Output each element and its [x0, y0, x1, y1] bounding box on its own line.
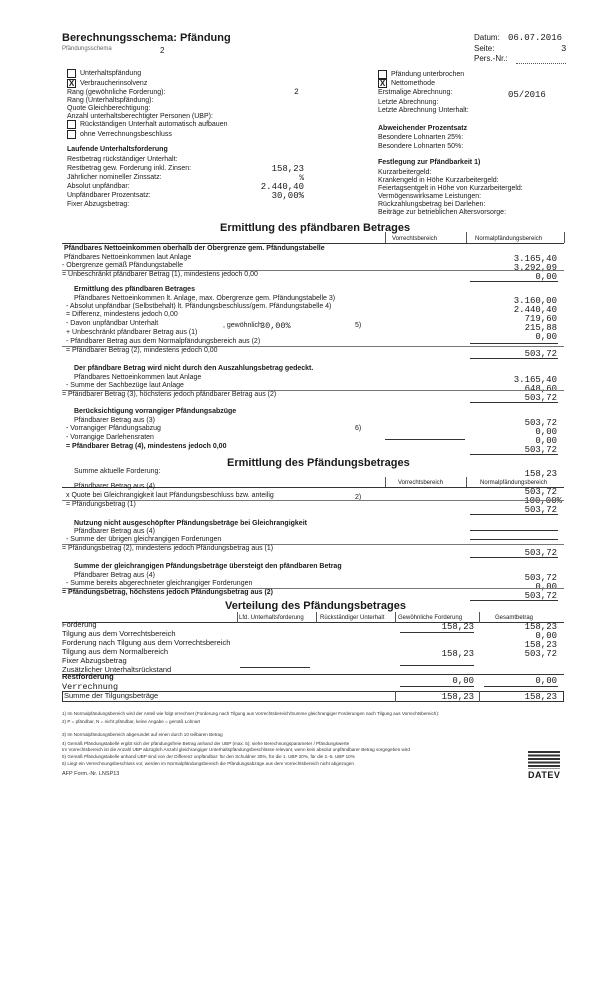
col-divider: [237, 612, 238, 623]
verteilung-col3: Gewöhnliche Forderung: [398, 615, 463, 621]
p1-row-value: 503,72: [524, 487, 557, 497]
persnr-line: [516, 63, 566, 64]
col-vorrecht-label: Vorrechtsbereich: [392, 236, 438, 242]
summe-forderung-value: 158,23: [524, 469, 557, 479]
row-rule: [385, 439, 465, 440]
verteilung-row-label: Tilgung aus dem Normalbereich: [62, 647, 169, 656]
col-divider: [395, 612, 396, 623]
seite-label: Seite:: [474, 44, 495, 53]
table-rule: [62, 243, 564, 244]
label-unterbrochen: Pfändung unterbrochen: [391, 71, 465, 78]
festlegung-item: Vermögenswirksame Leistungen:: [378, 193, 482, 200]
label-nettomethode: Nettomethode: [391, 80, 435, 87]
p2-title: Nutzung nicht ausgeschöpfter Pfändungsbeträge bei Gleichrangigkeit: [74, 520, 307, 527]
verteilung-col1: Lfd. Unterhaltsforderung: [239, 615, 304, 621]
datum-value: 06.07.2016: [508, 33, 563, 43]
s4-row-footnote: 6): [355, 425, 362, 432]
row-rule: [400, 632, 474, 633]
p3-title: Summe der gleichrangigen Pfändungsbeträge übersteigt den pfändbaren Betrag: [74, 563, 342, 570]
abweichender-l1: Besondere Lohnarten 25%:: [378, 134, 464, 141]
rest-gew-label: Restbetrag gew. Forderung inkl. Zinsen:: [67, 165, 192, 172]
s2-row: - Davon unpfändbar Unterhalt: [66, 320, 159, 327]
absolut-label: Absolut unpfändbar:: [67, 183, 130, 190]
s2-row-value: 3.160,00: [513, 296, 557, 306]
festlegung-item: Beiträge zur betrieblichen Altersvorsorge:: [378, 209, 507, 216]
verteilung-row-c3: 158,23: [441, 622, 474, 632]
row-rule: [470, 343, 558, 344]
checkbox-nettomethode[interactable]: X: [379, 79, 386, 88]
quote-label: Quote Gleichberechtigung:: [67, 105, 151, 112]
footnote: 2) P = pfändbar, N = nicht pfändbar, keine Angabe = gemäß Lohnart: [62, 719, 201, 724]
p1-row-footnote: 2): [355, 494, 362, 501]
col-divider: [479, 691, 480, 702]
restforderung-label: Restforderung: [62, 672, 114, 681]
verteilung-row-c4: 0,00: [535, 631, 557, 641]
s1-row: = Unbeschränkt pfändbarer Betrag (1), mindestens jedoch 0,00: [62, 271, 258, 278]
table-rule: [62, 622, 564, 623]
s1-row-value: 3.165,40: [513, 254, 557, 264]
row-rule: [400, 665, 474, 666]
absolut-value: 2.440,40: [260, 182, 304, 192]
s2-row-value: 719,60: [524, 314, 557, 324]
zinssatz-label: Jährlicher nomineller Zinssatz:: [67, 174, 162, 181]
rang-gewoehnlich-label: Rang (gewöhnliche Forderung):: [67, 89, 166, 96]
abweichender-l2: Besondere Lohnarten 50%:: [378, 143, 464, 150]
s1-title: Pfändbares Nettoeinkommen oberhalb der Obergrenze gem. Pfändungstabelle: [64, 245, 325, 252]
checkbox-insolvenz[interactable]: X: [68, 79, 75, 88]
s4-row-value: 0,00: [535, 436, 557, 446]
datev-logo-bars: [528, 751, 560, 769]
festlegung-heading: Festlegung zur Pfändbarkeit 1): [378, 159, 481, 166]
summe-forderung-label: Summe aktuelle Forderung:: [74, 468, 161, 475]
s1-row: - Obergrenze gemäß Pfändungstabelle: [62, 262, 184, 269]
form-number: AFP Form.-Nr. LNSP13: [62, 771, 120, 777]
verteilung-title: Verteilung des Pfändungsbetrages: [225, 600, 406, 612]
row-rule: [470, 281, 558, 282]
footnote: 6) Liegt ein Verrechnungsbeschluss vor, werden im Normalpfändungsbereich die Pfändungsabzüge aus dem Vorrechtsbereich nicht abgezogen: [62, 761, 354, 766]
datum-label: Datum:: [474, 33, 500, 42]
laufende-heading: Laufende Unterhaltsforderung: [67, 146, 168, 153]
s2-row-pct: 30,00%: [260, 321, 291, 331]
checkbox-unterhalt[interactable]: [67, 69, 76, 78]
p1-row-value: 100,00%: [524, 496, 562, 506]
checkbox-unterbrochen[interactable]: [378, 70, 387, 79]
p2-row-value: 503,72: [524, 548, 557, 558]
label-rueckstaendig: Rückständigen Unterhalt automatisch aufbauen: [80, 121, 228, 128]
label-unterhalt: Unterhaltspfändung: [80, 70, 142, 77]
row-rule: [400, 686, 474, 687]
col-normal-label: Normalpfändungsbereich: [480, 480, 548, 486]
prozent-value: 30,00%: [271, 191, 304, 201]
s2-row: Pfändbares Nettoeinkommen lt. Anlage, max. Obergrenze gem. Pfändungstabelle 3): [74, 295, 336, 302]
s2-row-value: 503,72: [524, 349, 557, 359]
fixer-label: Fixer Abzugsbetrag:: [67, 201, 130, 208]
s2-row: = Differenz, mindestens jedoch 0,00: [66, 311, 178, 318]
footnote: 4) Gemäß Pfändungstabelle ergibt sich der pfändungsfreie Betrag anhand der UBP (max. 5); siehe Berechnungsparameter / Pfändungswerte: [62, 741, 350, 746]
col-divider: [466, 232, 467, 243]
s4-row: = Pfändbarer Betrag (4), mindestens jedoch 0,00: [66, 443, 227, 450]
s2-row-mid: , gewöhnlich: [223, 322, 262, 329]
s4-row-value: 0,00: [535, 427, 557, 437]
row-rule: [240, 667, 310, 668]
festlegung-item: Krankengeld in Höhe Kurzarbeitergeld:: [378, 177, 499, 184]
zinssatz-value: %: [299, 174, 304, 183]
p2-row: = Pfändungsbetrag (2), mindestens jedoch Pfändungsbetrag aus (1): [62, 545, 274, 552]
s3-row-value: 503,72: [524, 393, 557, 403]
summe-tilgung-c4: 158,23: [524, 692, 557, 702]
ermittlung-pfaendung-title: Ermittlung des Pfändungsbetrages: [227, 457, 410, 469]
seite-value: 3: [561, 44, 567, 54]
p2-row: Pfändbarer Betrag aus (4): [74, 528, 155, 535]
s2-row: = Pfändbarer Betrag (2), mindestens jedoch 0,00: [66, 347, 218, 354]
verteilung-row-label: Tilgung aus dem Vorrechtsbereich: [62, 629, 176, 638]
row-rule: [470, 530, 558, 531]
p3-row-value: 503,72: [524, 573, 557, 583]
festlegung-item: Rückzahlungsbetrag bei Darlehen:: [378, 201, 486, 208]
footnote: 5) Gemäß Pfändungstabelle anhand UBP sind von der Differenz unpfändbar: für den Schuldner 30%, für die 1. UBP 20%, für die 2.-5. UBP 10%: [62, 754, 355, 759]
rang-unterhalt-label: Rang (Unterhaltspfändung):: [67, 97, 154, 104]
page-title: Berechnungsschema: Pfändung: [62, 32, 231, 44]
s3-row: - Summe der Sachbezüge laut Anlage: [66, 382, 184, 389]
anzahl-label: Anzahl unterhaltsberechtigter Personen (UBP):: [67, 113, 213, 120]
footnote: 1) Im Normalpfändungsbereich wird der Anteil wie folgt errechnet (Forderung nach Tilgung aus Vorrechtsbereich/Summe gleichrangiger Forderungen nach Tilgung aus Vorrechtsbereich):: [62, 711, 440, 716]
verteilung-col2: Rückständiger Unterhalt: [320, 615, 385, 621]
p2-row: - Summe der übrigen gleichrangigen Forderungen: [66, 536, 222, 543]
p1-row: Pfändbarer Betrag aus (4): [74, 483, 155, 490]
rang-gewoehnlich-value: 2: [294, 88, 299, 97]
rest-gew-value: 158,23: [271, 164, 304, 174]
label-insolvenz: Verbraucherinsolvenz: [80, 80, 148, 87]
row-rule: [470, 557, 558, 558]
s3-title: Der pfändbare Betrag wird nicht durch den Auszahlungsbetrag gedeckt.: [74, 365, 314, 372]
p3-row: Pfändbarer Betrag aus (4): [74, 572, 155, 579]
letzte-label: Letzte Abrechnung:: [378, 99, 439, 106]
s3-row: = Pfändbarer Betrag (3), höchstens jedoch pfändbarer Betrag aus (2): [62, 391, 277, 398]
verteilung-row-label: Forderung: [62, 620, 97, 629]
verteilung-col4: Gesamtbetrag: [495, 615, 534, 621]
s2-row-footnote: 5): [355, 322, 362, 329]
p3-row: = Pfändungsbetrag, höchstens jedoch Pfändungsbetrag aus (2): [62, 589, 274, 596]
s2-row: + Unbeschränkt pfändbarer Betrag aus (1): [66, 329, 198, 336]
row-rule: [470, 402, 558, 403]
persnr-label: Pers.-Nr.:: [474, 54, 508, 63]
col-divider: [479, 612, 480, 623]
s2-title: Ermittlung des pfändbaren Betrages: [74, 286, 195, 293]
label-ohne-verrechnung: ohne Verrechnungsbeschluss: [80, 131, 172, 138]
s3-row-value: 648,60: [524, 384, 557, 394]
s3-row-value: 3.165,40: [513, 375, 557, 385]
s1-row-value: 0,00: [535, 272, 557, 282]
abweichender-heading: Abweichender Prozentsatz: [378, 125, 468, 132]
festlegung-item: Feiertagsentgelt in Höhe von Kurzarbeitergeld:: [378, 185, 523, 192]
verteilung-row-c4: 503,72: [524, 649, 557, 659]
row-rule: [62, 674, 564, 675]
row-rule: [470, 600, 558, 601]
s3-row: Pfändbares Nettoeinkommen laut Anlage: [74, 374, 202, 381]
checkbox-ohne-verrechnung[interactable]: [67, 130, 76, 139]
p3-row: - Summe bereits abgerechneter gleichrangiger Forderungen: [66, 580, 253, 587]
s4-row: - Vorrangige Darlehensraten: [66, 434, 154, 441]
verteilung-row-c3: 158,23: [441, 649, 474, 659]
s1-row-value: 3.292,09: [513, 263, 557, 273]
col-divider: [316, 612, 317, 623]
col-divider: [385, 232, 386, 243]
row-rule: [470, 454, 558, 455]
page-subtitle: Pfändungsschema: [62, 46, 112, 52]
verteilung-row-label: Forderung nach Tilgung aus dem Vorrechtsbereich: [62, 638, 231, 647]
s1-row: Pfändbares Nettoeinkommen laut Anlage: [64, 254, 192, 261]
col-vorrecht-label: Vorrechtsbereich: [398, 480, 444, 486]
ermittlung-betrag-title: Ermittlung des pfändbaren Betrages: [220, 222, 411, 234]
verteilung-row-c4: 158,23: [524, 622, 557, 632]
col-divider: [395, 691, 396, 702]
s4-row-value: 503,72: [524, 418, 557, 428]
footnote: Im Vorrechtsbereich ist die Anzahl UBP abzüglich Anzahl gleichrangiger Unterhaltspfändungsbeschlüsse relevant, wenn kein absolut unpfändbarer Betrag vorgegeben wird: [62, 747, 410, 752]
restforderung-c4: 0,00: [535, 676, 557, 686]
s4-row-value: 503,72: [524, 445, 557, 455]
row-rule: [62, 500, 564, 501]
row-rule: [470, 539, 558, 540]
footnote: 3) Im Normalpfändungsbereich abgerundet auf einen durch 10 teilbaren Betrag: [62, 732, 223, 737]
s2-row: - Absolut unpfändbar (Selbstbehalt) lt. Pfändungsbeschluss/gem. Pfändungstabelle 4): [66, 303, 332, 310]
verteilung-row-label: Zusätzlicher Unterhaltsrückstand: [62, 665, 172, 674]
s4-row: Pfändbarer Betrag aus (3): [74, 417, 155, 424]
col-divider: [466, 477, 467, 487]
rest-rueck-label: Restbetrag rückständiger Unterhalt:: [67, 156, 178, 163]
verteilung-row-label: Fixer Abzugsbetrag: [62, 656, 127, 665]
prozent-label: Unpfändbarer Prozentsatz:: [67, 192, 151, 199]
summe-tilgung-c3: 158,23: [441, 692, 474, 702]
verteilung-row-c4: 158,23: [524, 640, 557, 650]
s2-row-value: 215,88: [524, 323, 557, 333]
col-divider: [385, 477, 386, 487]
row-rule: [470, 514, 558, 515]
row-rule: [470, 358, 558, 359]
s2-row-value: 0,00: [535, 332, 557, 342]
letzte-unterhalt-label: Letzte Abrechnung Unterhalt:: [378, 107, 469, 114]
p3-row-value: 503,72: [524, 591, 557, 601]
erstmalige-value: 05/2016: [508, 90, 546, 100]
p1-row: x Quote bei Gleichrangigkeit laut Pfändungsbeschluss bzw. anteilig: [66, 492, 274, 499]
checkbox-rueckstaendig[interactable]: [67, 120, 76, 129]
s4-title: Berücksichtigung vorrangiger Pfändungsabzüge: [74, 408, 237, 415]
verrechnung-label: Verrechnung: [62, 682, 119, 692]
page-number-top: 2: [160, 46, 165, 55]
summe-tilgung-label: Summe der Tilgungsbeträge: [64, 691, 159, 700]
col-divider: [564, 232, 565, 243]
datev-logo: DATEV: [528, 770, 561, 780]
festlegung-item: Kurzarbeitergeld:: [378, 169, 432, 176]
col-normal-label: Normalpfändungsbereich: [475, 236, 543, 242]
p1-row-value: 503,72: [524, 505, 557, 515]
erstmalige-label: Erstmalige Abrechnung:: [378, 89, 453, 96]
s2-row-value: 2.440,40: [513, 305, 557, 315]
restforderung-c3: 0,00: [452, 676, 474, 686]
s2-row: - Pfändbarer Betrag aus dem Normalpfändungsbereich aus (2): [66, 338, 261, 345]
s4-row: - Vorrangiger Pfändungsabzug: [66, 425, 161, 432]
p1-row: = Pfändungsbetrag (1): [66, 501, 136, 508]
row-rule: [484, 686, 558, 687]
p3-row-value: 0,00: [535, 582, 557, 592]
